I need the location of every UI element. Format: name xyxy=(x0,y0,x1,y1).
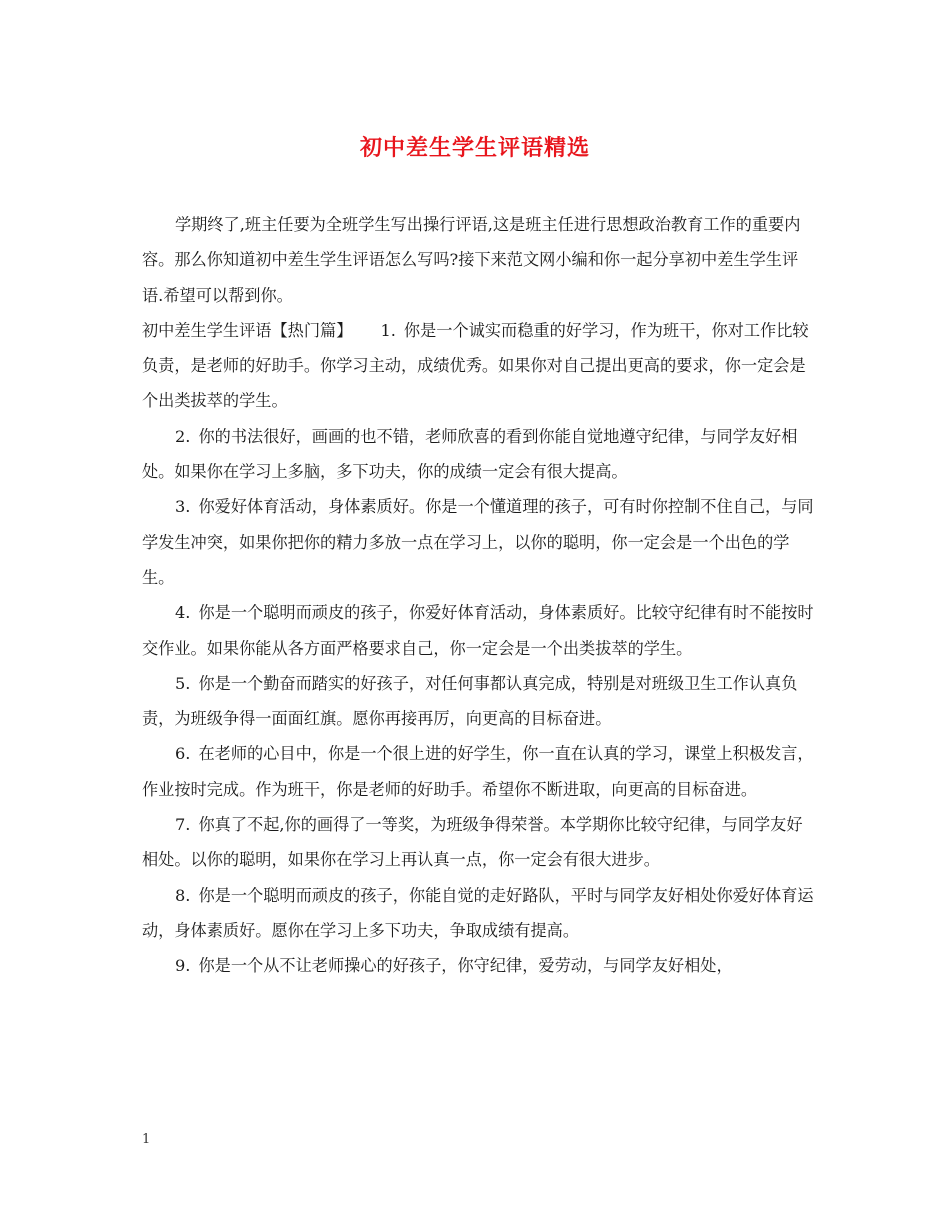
item-number: 3. xyxy=(175,497,191,517)
item-number: 4. xyxy=(175,603,191,623)
item-number: 9. xyxy=(175,956,191,976)
comment-item-9 xyxy=(142,948,814,983)
item-number: 8. xyxy=(175,885,191,905)
comment-item-6 xyxy=(142,736,814,807)
item-number: 1. xyxy=(380,320,396,340)
comment-item-1 xyxy=(142,313,814,419)
comment-item-7 xyxy=(142,807,814,878)
item-number: 7. xyxy=(175,815,191,835)
item-text: 你是一个勤奋而踏实的好孩子，对任何事都认真完成，特别是对班级卫生工作认真负责，为班级争得一面面红旗。愿你再接再厉，向更高的目标奋进。 xyxy=(142,673,798,729)
item-text: 你是一个诚实而稳重的好学习，作为班干，你对工作比较负责，是老师的好助手。你学习主动，成绩优秀。如果你对自己提出更高的要求，你一定会是个出类拔萃的学生。 xyxy=(142,320,809,411)
comment-item-4 xyxy=(142,595,814,666)
comment-item-2 xyxy=(142,419,814,490)
item-text: 你是一个从不让老师操心的好孩子，你守纪律，爱劳动，与同学友好相处， xyxy=(198,956,733,976)
section-heading: 初中差生学生评语【热门篇】 xyxy=(142,320,353,340)
item-text: 你爱好体育活动，身体素质好。你是一个懂道理的孩子，可有时你控制不住自己，与同学发生冲突，如果你把你的精力多放一点在学习上，以你的聪明，你一定会是一个出色的学生。 xyxy=(142,497,814,587)
item-number: 6. xyxy=(175,744,191,764)
item-text: 你是一个聪明而顽皮的孩子，你能自觉的走好路队，平时与同学友好相处你爱好体育运动，身体素质好。愿你在学习上多下功夫，争取成绩有提高。 xyxy=(142,885,814,940)
intro-paragraph: 学期终了,班主任要为全班学生写出操行评语,这是班主任进行思想政治教育工作的重要内容。那么你知道初中差生学生评语怎么写吗?接下来范文网小编和你一起分享初中差生学生评语.希望可以帮到你。 xyxy=(142,215,801,305)
document-body xyxy=(142,207,814,984)
page-number: 1 xyxy=(142,1132,151,1147)
item-text: 你是一个聪明而顽皮的孩子，你爱好体育活动，身体素质好。比较守纪律有时不能按时交作业。如果你能从各方面严格要求自己，你一定会是一个出类拔萃的学生。 xyxy=(142,603,814,658)
item-text: 你真了不起,你的画得了一等奖，为班级争得荣誉。本学期你比较守纪律，与同学友好相处。以你的聪明，如果你在学习上再认真一点，你一定会有很大进步。 xyxy=(142,815,803,870)
item-text: 在老师的心目中，你是一个很上进的好学生，你一直在认真的学习，课堂上积极发言，作业按时完成。作为班干，你是老师的好助手。希望你不断进取，向更高的目标奋进。 xyxy=(142,744,814,799)
item-text: 你的书法很好，画画的也不错，老师欣喜的看到你能自觉地遵守纪律，与同学友好相处。如果你在学习上多脑，多下功夫，你的成绩一定会有很大提高。 xyxy=(142,426,798,482)
comment-item-5 xyxy=(142,666,814,737)
comment-item-8 xyxy=(142,878,814,949)
comment-item-3 xyxy=(142,489,814,595)
document-title: 初中差生学生评语精选 xyxy=(359,135,590,161)
item-number: 5. xyxy=(175,673,191,693)
item-number: 2. xyxy=(175,426,191,446)
